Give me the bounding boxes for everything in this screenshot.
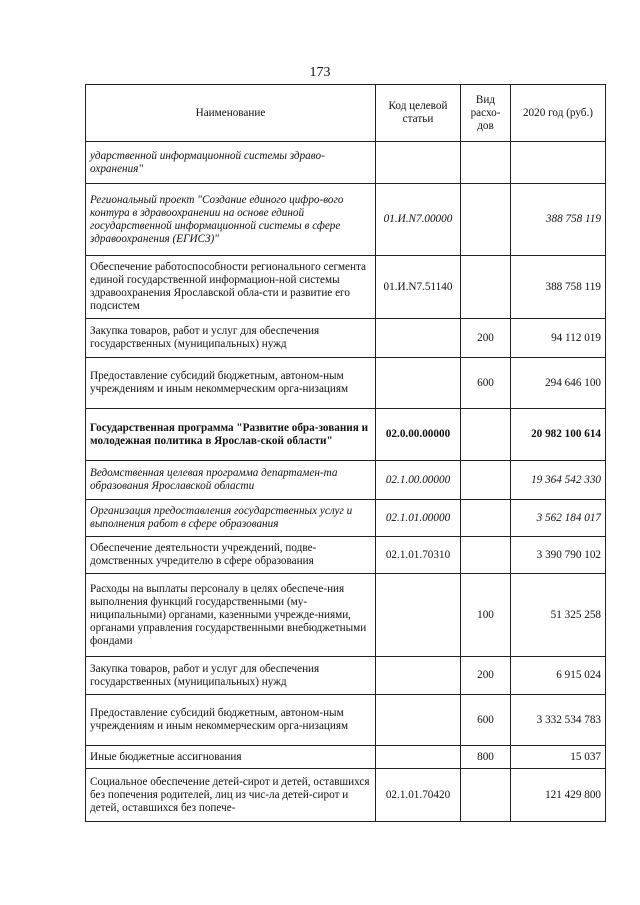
- row-kind: 800: [461, 746, 511, 769]
- row-name: ударственной информационной системы здраво-охранения": [86, 142, 376, 184]
- row-code: 02.0.00.00000: [376, 409, 461, 461]
- table-row: [86, 461, 606, 500]
- row-amount: 121 429 800: [511, 769, 606, 822]
- row-code: [376, 574, 461, 657]
- budget-table: [85, 84, 606, 822]
- row-code: 02.1.01.70420: [376, 769, 461, 822]
- table-row: [86, 184, 606, 256]
- row-name: Предоставление субсидий бюджетным, автоном-ным учреждениям и иным некоммерческим орга-низациям: [86, 358, 376, 409]
- table-row: [86, 142, 606, 184]
- row-amount: 6 915 024: [511, 657, 606, 695]
- table-row: [86, 746, 606, 769]
- row-code: [376, 358, 461, 409]
- row-amount: 3 390 790 102: [511, 537, 606, 574]
- row-code: 02.1.01.70310: [376, 537, 461, 574]
- row-amount: 20 982 100 614: [511, 409, 606, 461]
- row-code: [376, 319, 461, 358]
- row-name: Обеспечение работоспособности регионального сегмента единой государственной информацион-ной системы здравоохранения Ярославской обла-сти и развитие его подсистем: [86, 256, 376, 319]
- page-number: 173: [309, 65, 331, 80]
- header-amount: 2020 год (руб.): [511, 85, 606, 142]
- row-kind: 200: [461, 319, 511, 358]
- row-name: Закупка товаров, работ и услуг для обеспечения государственных (муниципальных) нужд: [86, 657, 376, 695]
- table-header-row: [86, 85, 606, 142]
- row-name: Обеспечение деятельности учреждений, подве-домственных учредителю в сфере образования: [86, 537, 376, 574]
- row-name: Предоставление субсидий бюджетным, автоном-ным учреждениям и иным некоммерческим орга-низациям: [86, 695, 376, 746]
- table-row: [86, 319, 606, 358]
- table-row: [86, 500, 606, 537]
- row-kind: 100: [461, 574, 511, 657]
- row-name: Организация предоставления государственных услуг и выполнения работ в сфере образования: [86, 500, 376, 537]
- table-row: [86, 409, 606, 461]
- table-row: [86, 256, 606, 319]
- header-code: Код целевой статьи: [376, 85, 461, 142]
- row-kind: [461, 256, 511, 319]
- row-amount: 388 758 119: [511, 184, 606, 256]
- row-kind: [461, 409, 511, 461]
- row-amount: 294 646 100: [511, 358, 606, 409]
- table-row: [86, 657, 606, 695]
- table-row: [86, 574, 606, 657]
- header-kind: Вид расхо-дов: [461, 85, 511, 142]
- row-code: [376, 142, 461, 184]
- row-code: [376, 657, 461, 695]
- row-code: 02.1.01.00000: [376, 500, 461, 537]
- row-code: 01.И.N7.51140: [376, 256, 461, 319]
- row-kind: [461, 184, 511, 256]
- row-name: Ведомственная целевая программа департамен-та образования Ярославской области: [86, 461, 376, 500]
- row-code: [376, 695, 461, 746]
- table-row: [86, 537, 606, 574]
- row-amount: 94 112 019: [511, 319, 606, 358]
- table-row: [86, 695, 606, 746]
- row-code: 02.1.00.00000: [376, 461, 461, 500]
- row-kind: [461, 461, 511, 500]
- row-amount: 19 364 542 330: [511, 461, 606, 500]
- row-name: Иные бюджетные ассигнования: [86, 746, 376, 769]
- row-code: 01.И.N7.00000: [376, 184, 461, 256]
- row-name: Государственная программа "Развитие обра-зования и молодежная политика в Ярослав-ской области": [86, 409, 376, 461]
- row-amount: 3 562 184 017: [511, 500, 606, 537]
- row-amount: 3 332 534 783: [511, 695, 606, 746]
- row-amount: [511, 142, 606, 184]
- row-amount: 388 758 119: [511, 256, 606, 319]
- row-kind: 600: [461, 358, 511, 409]
- row-code: [376, 746, 461, 769]
- row-kind: 200: [461, 657, 511, 695]
- row-name: Социальное обеспечение детей-сирот и детей, оставшихся без попечения родителей, лиц из чис-ла детей-сирот и детей, оставшихся без попече-: [86, 769, 376, 822]
- row-amount: 51 325 258: [511, 574, 606, 657]
- row-name: Закупка товаров, работ и услуг для обеспечения государственных (муниципальных) нужд: [86, 319, 376, 358]
- table-row: [86, 769, 606, 822]
- row-kind: [461, 500, 511, 537]
- row-kind: [461, 142, 511, 184]
- row-name: Расходы на выплаты персоналу в целях обеспече-ния выполнения функций государственными (му-ниципальными) органами, казенными учрежде-ниями, органами управления государственными внебюджетными фондами: [86, 574, 376, 657]
- header-name: Наименование: [86, 85, 376, 142]
- row-name: Региональный проект "Создание единого цифро-вого контура в здравоохранении на основе единой государственной информационной системы в сфере здравоохранения (ЕГИСЗ)": [86, 184, 376, 256]
- table-row: [86, 358, 606, 409]
- row-amount: 15 037: [511, 746, 606, 769]
- row-kind: [461, 769, 511, 822]
- row-kind: 600: [461, 695, 511, 746]
- row-kind: [461, 537, 511, 574]
